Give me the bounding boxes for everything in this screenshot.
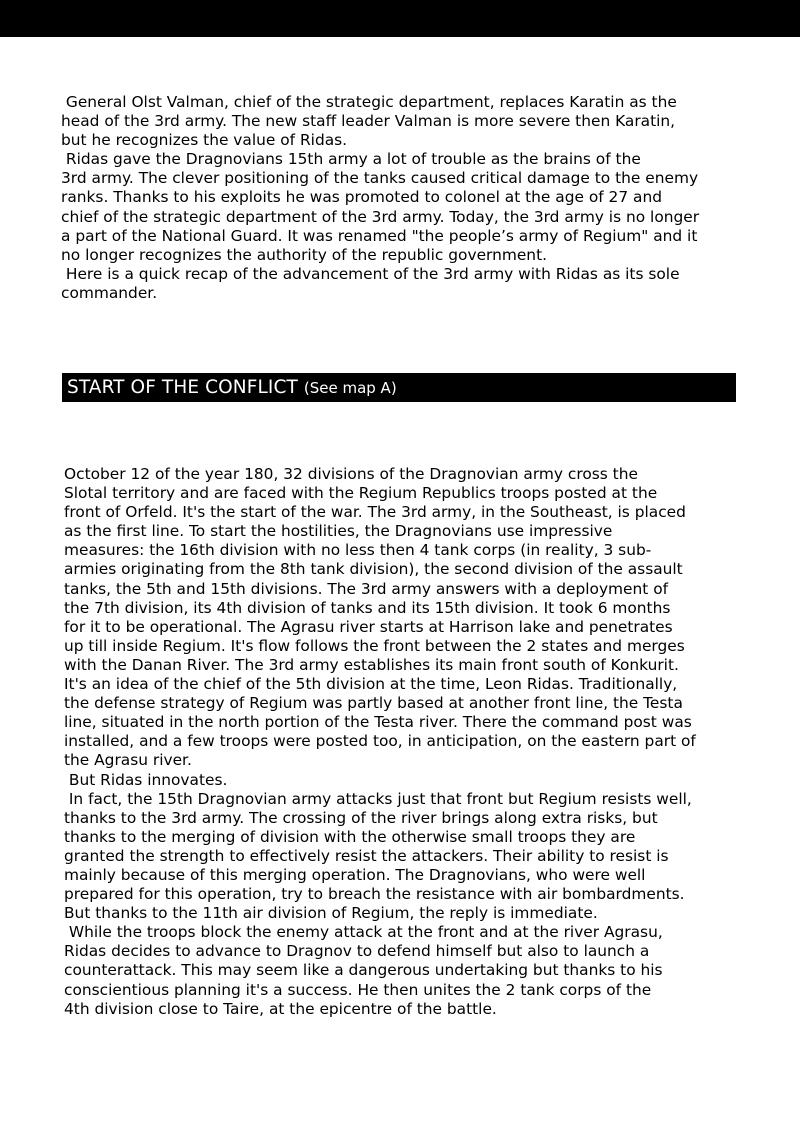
text-line: General Olst Valman, chief of the strategic department, replaces Karatin as the: [61, 93, 677, 111]
section-heading-bar: [62, 373, 736, 402]
body-paragraph: [64, 465, 754, 1019]
text-line: ranks. Thanks to his exploits he was promoted to colonel at the age of 27 and: [61, 188, 662, 207]
text-line: prepared for this operation, try to breach the resistance with air bombardments.: [64, 885, 685, 904]
text-line: line, situated in the north portion of the Testa river. There the command post was: [64, 713, 692, 732]
page-header-bar: [0, 0, 800, 37]
text-line: But Ridas innovates.: [64, 770, 228, 789]
text-line: chief of the strategic department of the 3rd army. Today, the 3rd army is no longer: [61, 207, 700, 226]
text-line: mainly because of this merging operation. The Dragnovians, who were well: [64, 865, 646, 884]
text-line: measures: the 16th division with no less then 4 tank corps (in reality, 3 sub-: [64, 541, 652, 560]
text-line: 4th division close to Taire, at the epicentre of the battle.: [64, 999, 497, 1018]
text-line: But thanks to the 11th air division of Regium, the reply is immediate.: [64, 904, 598, 923]
text-line: a part of the National Guard. It was renamed "the people’s army of Regium" and it: [61, 226, 698, 245]
text-line: 3rd army. The clever positioning of the tanks caused critical damage to the enemy: [61, 169, 699, 188]
text-line: front of Orfeld. It's the start of the war. The 3rd army, in the Southeast, is placed: [64, 503, 686, 522]
text-line: as the first line. To start the hostilities, the Dragnovians use impressive: [64, 522, 613, 541]
text-line: thanks to the merging of division with the otherwise small troops they are: [64, 827, 636, 846]
text-line: counterattack. This may seem like a dangerous undertaking but thanks to his: [64, 961, 663, 980]
text-line: granted the strength to effectively resist the attackers. Their ability to resist is: [64, 846, 669, 865]
text-line: up till inside Regium. It's flow follows the front between the 2 states and merges: [64, 636, 685, 655]
text-line: It's an idea of the chief of the 5th division at the time, Leon Ridas. Traditionally,: [64, 675, 678, 694]
text-line: Ridas gave the Dragnovians 15th army a lot of trouble as the brains of the: [61, 150, 641, 169]
text-line: the Agrasu river.: [64, 751, 192, 770]
text-line: no longer recognizes the authority of the republic government.: [61, 245, 547, 264]
text-line: thanks to the 3rd army. The crossing of the river brings along extra risks, but: [64, 808, 658, 827]
map-reference: (See map A): [303, 378, 397, 397]
text-line: but he recognizes the value of Ridas.: [61, 131, 348, 150]
text-line: In fact, the 15th Dragnovian army attacks just that front but Regium resists well,: [64, 789, 692, 808]
text-line: the 7th division, its 4th division of tanks and its 15th division. It took 6 months: [64, 598, 671, 617]
text-line: with the Danan River. The 3rd army establishes its main front south of Konkurit.: [64, 655, 679, 674]
text-line: tanks, the 5th and 15th divisions. The 3rd army answers with a deployment of: [64, 579, 669, 598]
text-line: Slotal territory and are faced with the Regium Republics troops posted at the: [64, 484, 658, 503]
text-line: commander.: [61, 283, 158, 302]
text-line: conscientious planning it's a success. He then unites the 2 tank corps of the: [64, 980, 652, 999]
section-title: START OF THE CONFLICT: [67, 377, 298, 398]
text-line: head of the 3rd army. The new staff leader Valman is more severe then Karatin,: [61, 112, 676, 131]
text-line: Here is a quick recap of the advancement of the 3rd army with Ridas as its sole: [61, 264, 680, 283]
intro-paragraph: [61, 93, 751, 303]
text-line: While the troops block the enemy attack at the front and at the river Agrasu,: [64, 923, 663, 942]
text-line: installed, and a few troops were posted too, in anticipation, on the eastern part of: [64, 732, 696, 751]
text-line: for it to be operational. The Agrasu river starts at Harrison lake and penetrates: [64, 617, 673, 636]
text-line: the defense strategy of Regium was partly based at another front line, the Testa: [64, 694, 683, 713]
text-line: Ridas decides to advance to Dragnov to defend himself but also to launch a: [64, 942, 650, 961]
text-line: October 12 of the year 180, 32 divisions of the Dragnovian army cross the: [64, 465, 638, 483]
text-line: armies originating from the 8th tank division), the second division of the assault: [64, 560, 683, 579]
